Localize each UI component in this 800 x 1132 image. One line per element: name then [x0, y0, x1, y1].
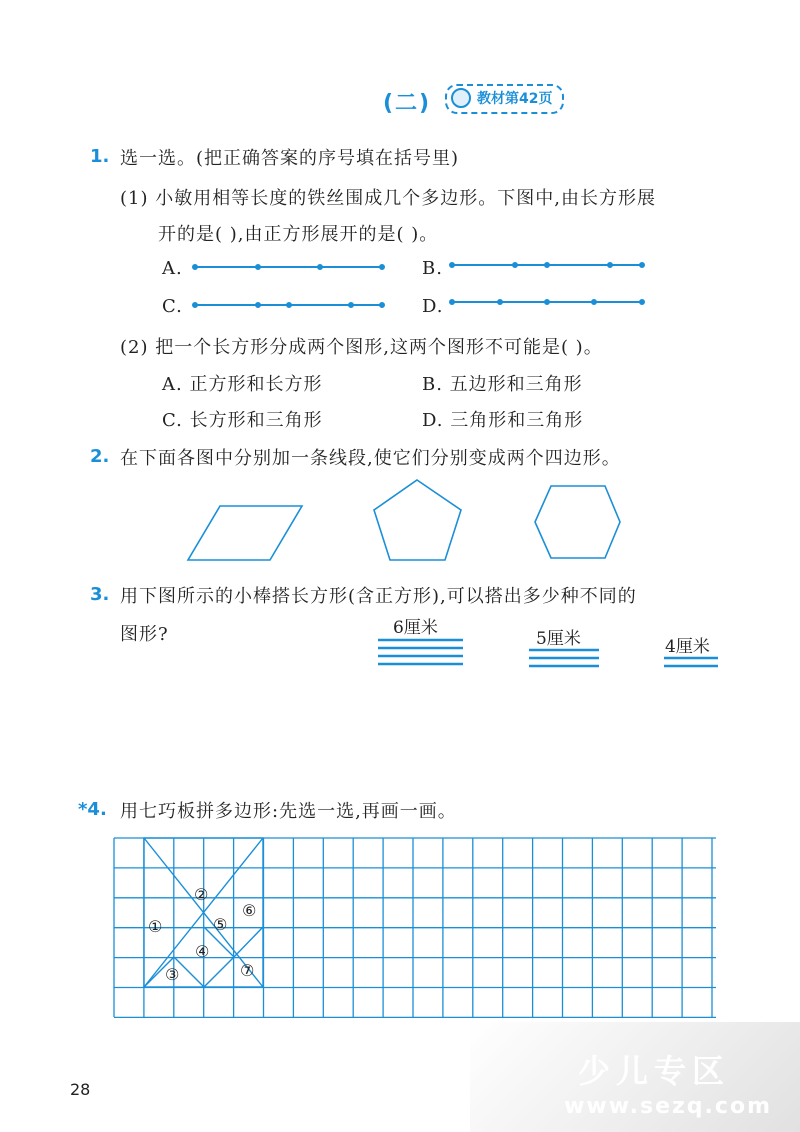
- watermark-url: www.sezq.com: [564, 1094, 772, 1119]
- tangram-grid: [0, 830, 800, 1030]
- watermark: [470, 1022, 800, 1132]
- piece-7-label: ⑦: [240, 961, 255, 980]
- sticks-5cm: [529, 650, 599, 666]
- q3-line2: 图形?: [120, 624, 169, 645]
- parallelogram-shape: [188, 506, 302, 560]
- q2-shapes: [0, 470, 800, 570]
- option-a-label: A.: [162, 258, 183, 279]
- wire-d: [450, 300, 644, 304]
- piece-3-label: ③: [165, 965, 180, 984]
- q2-number: 2.: [90, 446, 110, 467]
- q4-text: 用七巧板拼多边形:先选一选,再画一画。: [120, 801, 457, 822]
- q4-number: *4.: [78, 799, 107, 820]
- option-c-label: C.: [162, 296, 183, 317]
- option2-b: B. 五边形和三角形: [422, 374, 583, 395]
- sticks-6cm: [378, 640, 463, 664]
- wire-b: [450, 263, 644, 267]
- sticks-4cm: [664, 658, 718, 666]
- wire-segments: [0, 0, 800, 330]
- wire-c: [193, 303, 384, 307]
- q1-part1-line1: (1) 小敏用相等长度的铁丝围成几个多边形。下图中,由长方形展: [120, 188, 656, 209]
- wire-a: [193, 265, 384, 269]
- badge-label: 教材第42页: [477, 91, 553, 107]
- page-number: 28: [70, 1080, 91, 1099]
- piece-4-label: ④: [195, 942, 210, 961]
- piece-6-label: ⑥: [242, 901, 257, 920]
- section-title: (二): [383, 91, 432, 116]
- q1-number: 1.: [90, 146, 110, 167]
- q1-text: 选一选。(把正确答案的序号填在括号里): [120, 148, 460, 169]
- q1-part1-line2: 开的是( ),由正方形展开的是( )。: [158, 224, 439, 245]
- stick-label-4cm: 4厘米: [665, 637, 710, 657]
- stick-label-6cm: 6厘米: [393, 618, 438, 638]
- pentagon-shape: [374, 480, 461, 560]
- option2-c: C. 长方形和三角形: [162, 410, 323, 431]
- option2-a: A. 正方形和长方形: [162, 374, 323, 395]
- q1-part2: (2) 把一个长方形分成两个图形,这两个图形不可能是( )。: [120, 337, 603, 358]
- sticks-drawing: [0, 630, 800, 680]
- stick-label-5cm: 5厘米: [536, 629, 581, 649]
- hexagon-shape: [535, 486, 620, 558]
- option2-d: D. 三角形和三角形: [422, 410, 584, 431]
- option-d-label: D.: [422, 296, 444, 317]
- q3-number: 3.: [90, 584, 110, 605]
- q2-text: 在下面各图中分别加一条线段,使它们分别变成两个四边形。: [120, 448, 621, 469]
- q3-line1: 用下图所示的小棒搭长方形(含正方形),可以搭出多少种不同的: [120, 586, 637, 607]
- piece-5-label: ⑤: [213, 915, 228, 934]
- piece-1-label: ①: [148, 917, 163, 936]
- piece-2-label: ②: [194, 885, 209, 904]
- option-b-label: B.: [422, 258, 443, 279]
- watermark-text: 少儿专区: [577, 1052, 730, 1090]
